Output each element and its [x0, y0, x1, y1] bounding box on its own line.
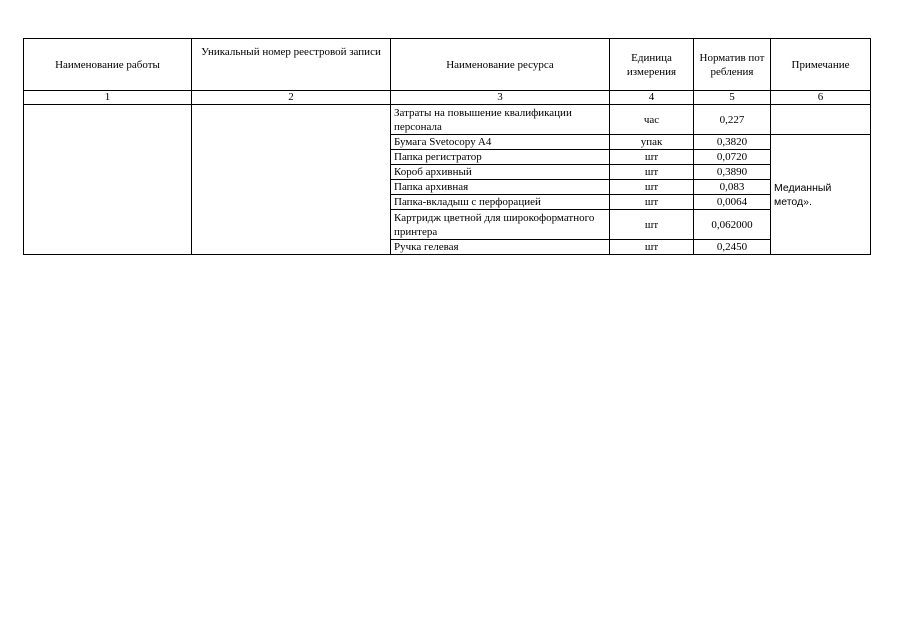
resource-name-cell: Папка регистратор — [391, 150, 610, 165]
norm-value-cell: 0,3890 — [694, 165, 771, 180]
column-number: 6 — [771, 91, 871, 105]
header-consumption-norm: Норматив потребления — [694, 39, 771, 91]
resource-name-cell: Папка архивная — [391, 180, 610, 195]
note-text: Медианный метод». — [774, 181, 832, 208]
unit-cell: час — [610, 105, 694, 135]
unit-cell: упак — [610, 135, 694, 150]
unit-cell: шт — [610, 240, 694, 255]
unit-cell: шт — [610, 165, 694, 180]
registry-number-cell — [192, 105, 391, 255]
work-name-cell — [24, 105, 192, 255]
unit-cell: шт — [610, 180, 694, 195]
norm-value-cell: 0,0064 — [694, 195, 771, 210]
resource-name-cell: Картридж цветной для широкоформатного принтера — [391, 210, 610, 240]
column-number: 3 — [391, 91, 610, 105]
header-unit: Единица измерения — [610, 39, 694, 91]
norm-value-cell: 0,227 — [694, 105, 771, 135]
unit-cell: шт — [610, 195, 694, 210]
unit-cell: шт — [610, 210, 694, 240]
column-number: 5 — [694, 91, 771, 105]
table-header-row — [24, 39, 871, 91]
note-cell — [771, 135, 871, 255]
unit-cell: шт — [610, 150, 694, 165]
column-number: 2 — [192, 91, 391, 105]
note-cell-empty — [771, 105, 871, 135]
resource-name-cell: Короб архивный — [391, 165, 610, 180]
column-number-row — [24, 91, 871, 105]
norm-value-cell: 0,062000 — [694, 210, 771, 240]
norm-value-cell: 0,083 — [694, 180, 771, 195]
column-number: 4 — [610, 91, 694, 105]
norm-value-cell: 0,3820 — [694, 135, 771, 150]
header-registry-number: Уникальный номер реестровой записи — [192, 39, 391, 91]
resource-name-cell: Затраты на повышение квалификации персонала — [391, 105, 610, 135]
resource-name-cell: Папка-вкладыш с перфорацией — [391, 195, 610, 210]
resource-name-cell: Ручка гелевая — [391, 240, 610, 255]
norm-value-cell: 0,0720 — [694, 150, 771, 165]
norms-table — [23, 38, 871, 255]
table-row — [24, 105, 871, 135]
header-note: Примечание — [771, 39, 871, 91]
header-resource-name: Наименование ресурса — [391, 39, 610, 91]
resource-name-cell: Бумага Svetocopy A4 — [391, 135, 610, 150]
norm-value-cell: 0,2450 — [694, 240, 771, 255]
column-number: 1 — [24, 91, 192, 105]
header-work-name: Наименование работы — [24, 39, 192, 91]
